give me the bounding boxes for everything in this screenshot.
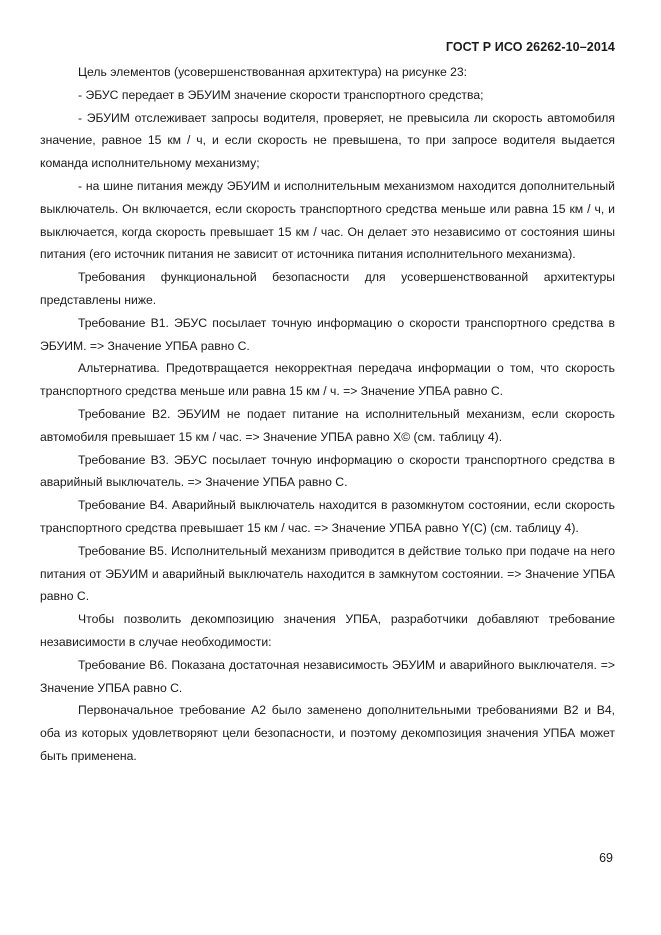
requirement-b1: Требование B1. ЭБУС посылает точную информацию о скорости транспортного средства в ЭБУИМ. => Значение УПБА равно С. (40, 315, 615, 353)
document-header: ГОСТ Р ИСО 26262-10–2014 (445, 40, 615, 54)
list-item-3: - на шине питания между ЭБУИМ и исполнительным механизмом находится дополнительный выключатель. Он включается, если скорость транспортного средства меньше или равна 15 км / ч, и выключается, когда скорость превышает 15 км / час. Он делает это независимо от состояния шины питания (его источник питания не зависит от источника питания исполнительного механизма). (40, 178, 615, 262)
paragraph-decomposition: Чтобы позволить декомпозицию значения УПБА, разработчики добавляют требование независимости в случае необходимости: (40, 612, 615, 649)
requirement-b5: Требование B5. Исполнительный механизм приводится в действие только при подаче на него питания от ЭБУИМ и аварийный выключатель находится в замкнутом состоянии. => Значение УПБА равно С. (40, 543, 615, 604)
paragraph-intro: Цель элементов (усовершенствованная архитектура) на рисунке 23: (78, 65, 468, 79)
document-body (40, 61, 615, 768)
requirement-b2: Требование B2. ЭБУИМ не подает питание на исполнительный механизм, если скорость автомобиля превышает 15 км / час. => Значение УПБА равно X© (см. таблицу 4). (40, 406, 615, 444)
page-number: 69 (599, 851, 613, 865)
requirement-b6: Требование B6. Показана достаточная независимость ЭБУИМ и аварийного выключателя. => Значение УПБА равно С. (40, 657, 615, 695)
paragraph-requirements-intro: Требования функциональной безопасности для усовершенствованной архитектуры представлены ниже. (40, 270, 615, 307)
list-item-2: - ЭБУИМ отслеживает запросы водителя, проверяет, не превысила ли скорость автомобиля значение, равное 15 км / ч, и если скорость не превышена, то при запросе водителя выдается команда исполнительному механизму; (40, 110, 615, 171)
alternative: Альтернатива. Предотвращается некорректная передача информации о том, что скорость транспортного средства меньше или равна 15 км / ч. => Значение УПБА равно С. (40, 361, 615, 399)
paragraph-conclusion: Первоначальное требование А2 было заменено дополнительными требованиями B2 и B4, оба из которых удовлетворяют цели безопасности, и поэтому декомпозиция значения УПБА может быть применена. (40, 703, 615, 763)
list-item-1: - ЭБУС передает в ЭБУИМ значение скорости транспортного средства; (78, 87, 484, 102)
requirement-b3: Требование B3. ЭБУС посылает точную информацию о скорости транспортного средства в аварийный выключатель. => Значение УПБА равно С. (40, 452, 615, 490)
requirement-b4: Требование B4. Аварийный выключатель находится в разомкнутом состоянии, если скорость транспортного средства превышает 15 км / час. => Значение УПБА равно Y(C) (см. таблицу 4). (40, 498, 615, 535)
